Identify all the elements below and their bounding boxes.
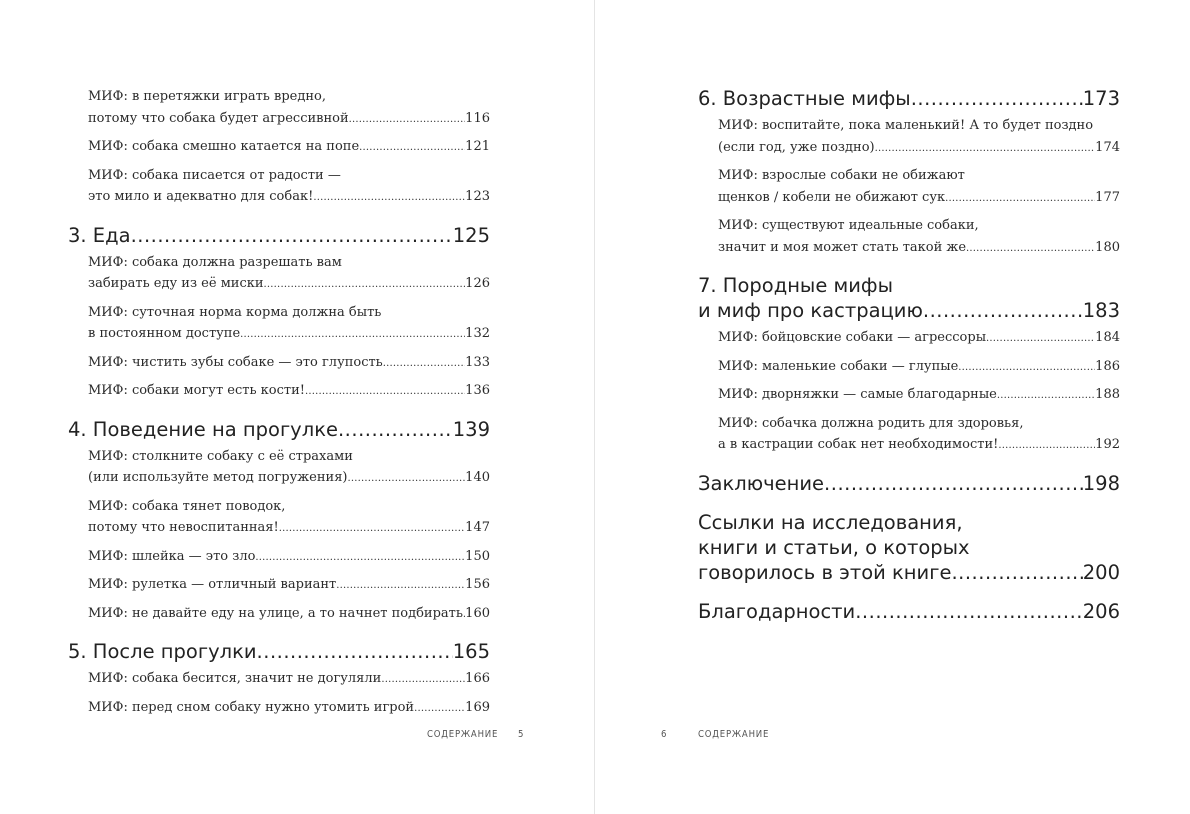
entry-title: Благодарности	[698, 599, 856, 623]
entry-page-number: 206	[1082, 599, 1120, 623]
toc-myth-entry[interactable]	[698, 165, 1120, 209]
entry-page-number: 169	[465, 699, 490, 715]
entry-title: забирать еду из её миски	[88, 276, 264, 291]
entry-title: МИФ: бойцовские собаки — агрессоры	[718, 330, 987, 345]
dot-leader	[257, 639, 453, 664]
entry-page-number: 150	[465, 548, 490, 564]
left-page	[0, 0, 594, 814]
dot-leader	[923, 298, 1083, 323]
entry-title-with-leader	[718, 327, 1120, 350]
entry-title: МИФ: не давайте еду на улице, а то начнет подбирать	[88, 605, 463, 621]
running-footer-label: СОДЕРЖАНИЕ	[427, 729, 499, 740]
dot-leader	[338, 417, 453, 442]
dot-leader	[875, 138, 1096, 160]
toc-chapter-entry[interactable]	[698, 86, 1120, 111]
entry-page-number: 200	[1082, 560, 1120, 584]
entry-page-number: 165	[452, 640, 490, 663]
entry-title: и миф про кастрацию	[698, 299, 923, 322]
entry-page-number: 147	[465, 520, 490, 535]
entry-title: МИФ: собака смешно катается на попе	[88, 139, 360, 154]
entry-page-number: 136	[465, 383, 490, 398]
entry-title: 5. После прогулки	[68, 640, 257, 663]
entry-title-with-leader	[68, 639, 490, 664]
entry-page-number: 133	[465, 354, 490, 370]
entry-page-number: 116	[465, 110, 490, 126]
entry-title-with-leader	[88, 574, 490, 597]
dot-leader	[131, 223, 453, 248]
entry-title-line: МИФ: собачка должна родить для здоровья,	[718, 415, 1024, 431]
dot-leader	[381, 669, 465, 691]
entry-title-line: МИФ: столкните собаку с её страхами	[88, 448, 353, 464]
toc-myth-entry[interactable]	[698, 327, 1120, 350]
entry-title-line: МИФ: собака писается от радости —	[88, 167, 341, 183]
entry-page-number: 123	[465, 189, 490, 204]
entry-title-with-leader	[88, 467, 490, 490]
entry-page-number: 139	[452, 417, 490, 441]
entry-title-with-leader	[88, 380, 490, 403]
toc-myth-entry[interactable]	[68, 136, 490, 159]
entry-title: МИФ: собаки могут есть кости!	[88, 383, 305, 398]
running-footer-label: СОДЕРЖАНИЕ	[698, 729, 770, 740]
entry-title-line: МИФ: в перетяжки играть вредно,	[88, 89, 326, 104]
entry-title: это мило и адекватно для собак!	[88, 189, 314, 204]
toc-myth-entry[interactable]	[68, 380, 490, 403]
toc-myth-entry[interactable]	[698, 384, 1120, 407]
entry-title-with-leader	[698, 298, 1120, 323]
entry-title-line: книги и статьи, о которых	[698, 535, 970, 559]
entry-title-with-leader	[88, 668, 490, 691]
entry-title: потому что невоспитанная!	[88, 520, 279, 535]
entry-title: МИФ: шлейка — это зло	[88, 548, 256, 564]
toc-chapter-entry[interactable]	[698, 510, 1120, 585]
dot-leader	[264, 274, 466, 296]
entry-title: 3. Еда	[68, 223, 131, 247]
toc-myth-entry[interactable]	[68, 574, 490, 597]
dot-leader	[911, 86, 1083, 111]
entry-title: МИФ: дворняжки — самые благодарные	[718, 387, 997, 402]
dot-leader	[240, 324, 465, 346]
entry-page-number: 126	[465, 276, 490, 291]
toc-left-column	[68, 86, 490, 719]
entry-title-line: МИФ: собака тянет поводок,	[88, 498, 286, 514]
dot-leader	[255, 547, 465, 569]
entry-title: а в кастрации собак нет необходимости!	[718, 437, 999, 452]
entry-title-with-leader	[718, 137, 1120, 160]
toc-myth-entry[interactable]	[68, 603, 490, 626]
entry-title-with-leader	[718, 384, 1120, 407]
dot-leader	[966, 238, 1095, 260]
toc-myth-entry[interactable]	[698, 356, 1120, 379]
entry-title-line: МИФ: суточная норма корма должна быть	[88, 304, 382, 320]
entry-page-number: 177	[1095, 189, 1120, 205]
entry-title: 6. Возрастные мифы	[698, 87, 911, 110]
entry-page-number: 132	[465, 326, 490, 341]
toc-chapter-entry[interactable]	[698, 471, 1120, 496]
entry-title: МИФ: перед сном собаку нужно утомить игрой	[88, 699, 415, 715]
toc-myth-entry[interactable]	[68, 352, 490, 375]
entry-title: (если год, уже поздно)	[718, 139, 875, 155]
toc-myth-entry[interactable]	[698, 215, 1120, 259]
dot-leader	[855, 599, 1083, 624]
dot-leader	[958, 357, 1095, 379]
entry-title: потому что собака будет агрессивной	[88, 110, 349, 126]
toc-right-column	[698, 86, 1120, 624]
entry-title-line: МИФ: собака должна разрешать вам	[88, 254, 342, 270]
entry-title-line: МИФ: существуют идеальные собаки,	[718, 218, 979, 233]
entry-page-number: 166	[465, 671, 490, 686]
entry-page-number: 140	[465, 470, 490, 485]
toc-chapter-entry[interactable]	[698, 599, 1120, 624]
entry-title: 4. Поведение на прогулке	[68, 417, 338, 441]
page-number: 6	[661, 729, 668, 740]
entry-title-with-leader	[698, 560, 1120, 585]
entry-page-number: 125	[452, 223, 490, 247]
entry-title-with-leader	[718, 237, 1120, 260]
entry-title-with-leader	[88, 546, 490, 569]
entry-page-number: 183	[1082, 299, 1120, 322]
toc-chapter-entry[interactable]	[68, 639, 490, 664]
dot-leader	[359, 137, 465, 159]
toc-myth-entry[interactable]	[698, 115, 1120, 159]
toc-chapter-entry[interactable]	[68, 417, 490, 442]
dot-leader	[313, 187, 465, 209]
entry-title-with-leader	[718, 187, 1120, 210]
toc-myth-entry[interactable]	[68, 668, 490, 691]
entry-title-with-leader	[88, 186, 490, 209]
entry-page-number: 186	[1095, 358, 1120, 374]
entry-title-with-leader	[698, 599, 1120, 624]
entry-title: в постоянном доступе	[88, 326, 241, 341]
entry-title: МИФ: собака бесится, значит не догуляли	[88, 671, 382, 686]
entry-title-line: Ссылки на исследования,	[698, 510, 963, 534]
entry-title: значит и моя может стать такой же	[718, 239, 967, 255]
entry-title-with-leader	[88, 108, 490, 131]
dot-leader	[305, 381, 465, 403]
dot-leader	[945, 188, 1095, 210]
entry-title-with-leader	[68, 223, 490, 248]
toc-myth-entry[interactable]	[68, 252, 490, 296]
dot-leader	[279, 518, 465, 540]
toc-myth-entry[interactable]	[68, 86, 490, 130]
dot-leader	[383, 353, 465, 375]
entry-title-with-leader	[718, 434, 1120, 457]
entry-title-line: МИФ: взрослые собаки не обижают	[718, 168, 965, 183]
entry-title-with-leader	[88, 352, 490, 375]
entry-page-number: 192	[1095, 437, 1120, 452]
dot-leader	[414, 698, 465, 720]
entry-title-with-leader	[718, 356, 1120, 379]
toc-myth-entry[interactable]	[68, 546, 490, 569]
entry-page-number: 180	[1095, 239, 1120, 255]
entry-title: МИФ: рулетка — отличный вариант	[88, 577, 337, 592]
page-number: 5	[518, 729, 525, 740]
toc-myth-entry[interactable]	[68, 496, 490, 540]
toc-myth-entry[interactable]	[698, 413, 1120, 457]
dot-leader	[336, 575, 465, 597]
entry-title: МИФ: чистить зубы собаке — это глупость	[88, 354, 383, 370]
entry-title: говорилось в этой книге	[698, 560, 952, 584]
entry-title-with-leader	[68, 417, 490, 442]
entry-title: Заключение	[698, 471, 825, 495]
dot-leader	[349, 109, 466, 131]
entry-title: щенков / кобели не обижают сук	[718, 189, 946, 205]
entry-page-number: 188	[1095, 387, 1120, 402]
entry-page-number: 173	[1082, 87, 1120, 110]
entry-title-with-leader	[88, 517, 490, 540]
dot-leader	[986, 328, 1095, 350]
entry-page-number: 121	[465, 139, 490, 154]
toc-chapter-entry[interactable]	[68, 223, 490, 248]
entry-title-with-leader	[698, 471, 1120, 496]
dot-leader	[951, 560, 1082, 585]
dot-leader	[998, 435, 1095, 457]
right-page	[595, 0, 1190, 814]
entry-title-with-leader	[88, 273, 490, 296]
toc-myth-entry[interactable]	[68, 446, 490, 490]
toc-myth-entry[interactable]	[68, 302, 490, 346]
entry-title-with-leader	[88, 603, 490, 626]
dot-leader	[824, 471, 1083, 496]
entry-page-number: 184	[1095, 330, 1120, 345]
dot-leader	[997, 385, 1095, 407]
entry-page-number: 174	[1095, 139, 1120, 155]
dot-leader	[347, 468, 465, 490]
entry-title-line: МИФ: воспитайте, пока маленький! А то будет поздно	[718, 118, 1094, 133]
entry-page-number: 198	[1082, 471, 1120, 495]
entry-title: (или используйте метод погружения)	[88, 470, 348, 485]
toc-myth-entry[interactable]	[68, 165, 490, 209]
toc-chapter-entry[interactable]	[698, 273, 1120, 323]
entry-title-with-leader	[88, 697, 490, 720]
toc-myth-entry[interactable]	[68, 697, 490, 720]
entry-title-line: 7. Породные мифы	[698, 274, 893, 297]
entry-title-with-leader	[88, 323, 490, 346]
entry-title-with-leader	[698, 86, 1120, 111]
entry-title: МИФ: маленькие собаки — глупые	[718, 358, 959, 374]
entry-page-number: 160	[465, 605, 490, 621]
entry-title-with-leader	[88, 136, 490, 159]
entry-page-number: 156	[465, 577, 490, 592]
